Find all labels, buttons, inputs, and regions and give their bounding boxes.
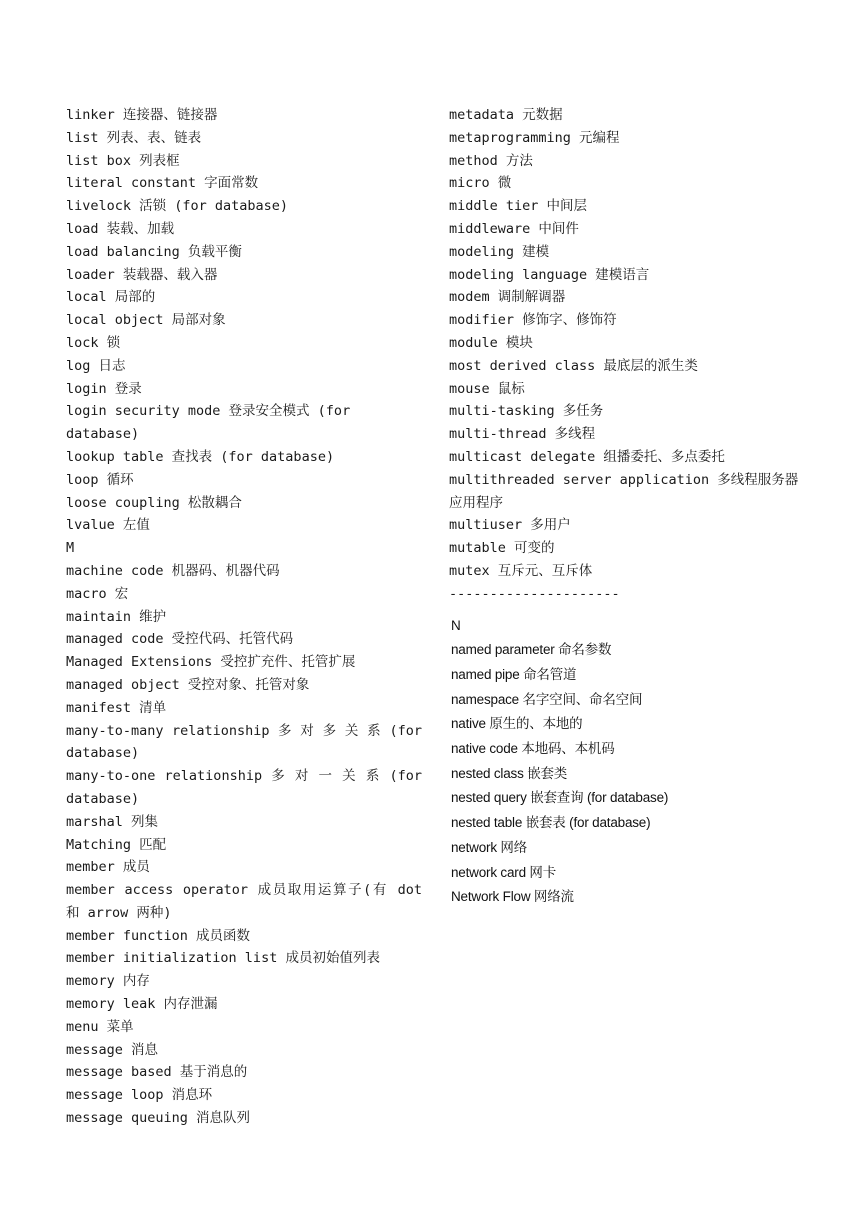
scanned-glossary-image — [449, 613, 699, 914]
glossary-entry: mutex 互斥元、互斥体 — [449, 562, 593, 579]
glossary-column-right — [449, 104, 809, 914]
glossary-entry: message loop 消息环 — [66, 1087, 213, 1104]
glossary-entry: memory 内存 — [66, 973, 150, 990]
glossary-entry: many-to-many relationship 多 对 多 关 系 (for database) — [66, 722, 431, 762]
glossary-entry: nested class 嵌套类 — [451, 765, 568, 781]
glossary-entry: login security mode 登录安全模式 (for database) — [66, 403, 359, 443]
glossary-entry: member initialization list 成员初始值列表 — [66, 950, 380, 967]
glossary-entry: loop 循环 — [66, 471, 134, 488]
glossary-entry: local object 局部对象 — [66, 312, 226, 329]
glossary-entry: managed object 受控对象、托管对象 — [66, 676, 310, 693]
glossary-entry: loader 装载器、载入器 — [66, 266, 218, 283]
glossary-entry: namespace 名字空间、命名空间 — [451, 691, 643, 707]
glossary-entry: message queuing 消息队列 — [66, 1110, 251, 1127]
glossary-entry: member access operator 成员取用运算子(有 dot 和 arrow 两种) — [66, 882, 431, 921]
glossary-entry: named pipe 命名管道 — [451, 666, 577, 682]
glossary-entry: modeling language 建模语言 — [449, 266, 650, 283]
glossary-entry: many-to-one relationship 多 对 一 关 系 (for database) — [66, 768, 431, 807]
glossary-entry: menu 菜单 — [66, 1018, 134, 1035]
glossary-column-left — [66, 104, 431, 1130]
section-letter-n: N — [451, 617, 461, 633]
glossary-entry: literal constant 字面常数 — [66, 175, 259, 192]
glossary-entry: message 消息 — [66, 1041, 159, 1058]
glossary-entry: network card 网卡 — [451, 864, 557, 880]
glossary-entry: macro 宏 — [66, 585, 129, 602]
glossary-entry: most derived class 最底层的派生类 — [449, 357, 698, 374]
glossary-entry: lock 锁 — [66, 334, 121, 351]
glossary-entry: native 原生的、本地的 — [451, 716, 583, 732]
glossary-entry: multi-thread 多线程 — [449, 426, 596, 443]
glossary-entry: Managed Extensions 受控扩充件、托管扩展 — [66, 654, 356, 671]
glossary-entry: multiuser 多用户 — [449, 517, 571, 534]
glossary-entry: Matching 匹配 — [66, 836, 167, 853]
glossary-entry: local 局部的 — [66, 289, 156, 306]
glossary-entry: load 装载、加载 — [66, 220, 175, 237]
glossary-entry: memory leak 内存泄漏 — [66, 996, 218, 1013]
section-letter-m: M — [66, 540, 75, 557]
glossary-entry: login 登录 — [66, 380, 142, 397]
glossary-entry: member 成员 — [66, 859, 150, 876]
glossary-entry: member function 成员函数 — [66, 927, 251, 944]
glossary-entry: named parameter 命名参数 — [451, 642, 612, 658]
glossary-entry: log 日志 — [66, 357, 126, 374]
glossary-entry: message based 基于消息的 — [66, 1064, 248, 1081]
glossary-entry: method 方法 — [449, 152, 533, 169]
glossary-entry: nested table 嵌套表 (for database) — [451, 815, 651, 831]
glossary-entry: module 模块 — [449, 334, 533, 351]
glossary-entry: native code 本地码、本机码 — [451, 741, 615, 757]
glossary-entry: multithreaded server application 多线程服务器应用程序 — [449, 471, 799, 511]
glossary-entry: middle tier 中间层 — [449, 198, 588, 215]
glossary-entry: mutable 可变的 — [449, 540, 555, 557]
glossary-entry: mouse 鼠标 — [449, 380, 525, 397]
glossary-entry: maintain 维护 — [66, 608, 167, 625]
glossary-entry: list 列表、表、链表 — [66, 129, 202, 146]
glossary-entry: middleware 中间件 — [449, 220, 579, 237]
glossary-entry: managed code 受控代码、托管代码 — [66, 631, 294, 648]
glossary-entry: machine code 机器码、机器代码 — [66, 562, 280, 579]
glossary-entry: metaprogramming 元编程 — [449, 129, 620, 146]
glossary-entry: load balancing 负载平衡 — [66, 243, 242, 260]
glossary-entry: network 网络 — [451, 839, 528, 855]
glossary-entry: lookup table 查找表 (for database) — [66, 448, 335, 465]
glossary-entry: list box 列表框 — [66, 152, 180, 169]
glossary-entry: metadata 元数据 — [449, 107, 563, 123]
glossary-entry: Network Flow 网络流 — [451, 889, 574, 905]
glossary-entry: livelock 活锁 (for database) — [66, 198, 289, 215]
glossary-entry: modeling 建模 — [449, 243, 550, 260]
glossary-entry: lvalue 左值 — [66, 517, 150, 534]
glossary-entry: manifest 清单 — [66, 699, 167, 716]
glossary-entry: linker 连接器、链接器 — [66, 107, 218, 123]
glossary-entry: nested query 嵌套查询 (for database) — [451, 790, 669, 806]
glossary-entry: multi-tasking 多任务 — [449, 403, 604, 420]
glossary-entry: marshal 列集 — [66, 813, 159, 830]
dashed-separator: --------------------- — [449, 585, 620, 602]
glossary-entry: modem 调制解调器 — [449, 289, 566, 306]
glossary-entry: modifier 修饰字、修饰符 — [449, 312, 617, 329]
glossary-entry: micro 微 — [449, 175, 512, 192]
glossary-entry: multicast delegate 组播委托、多点委托 — [449, 448, 725, 465]
glossary-entry: loose coupling 松散耦合 — [66, 494, 242, 511]
